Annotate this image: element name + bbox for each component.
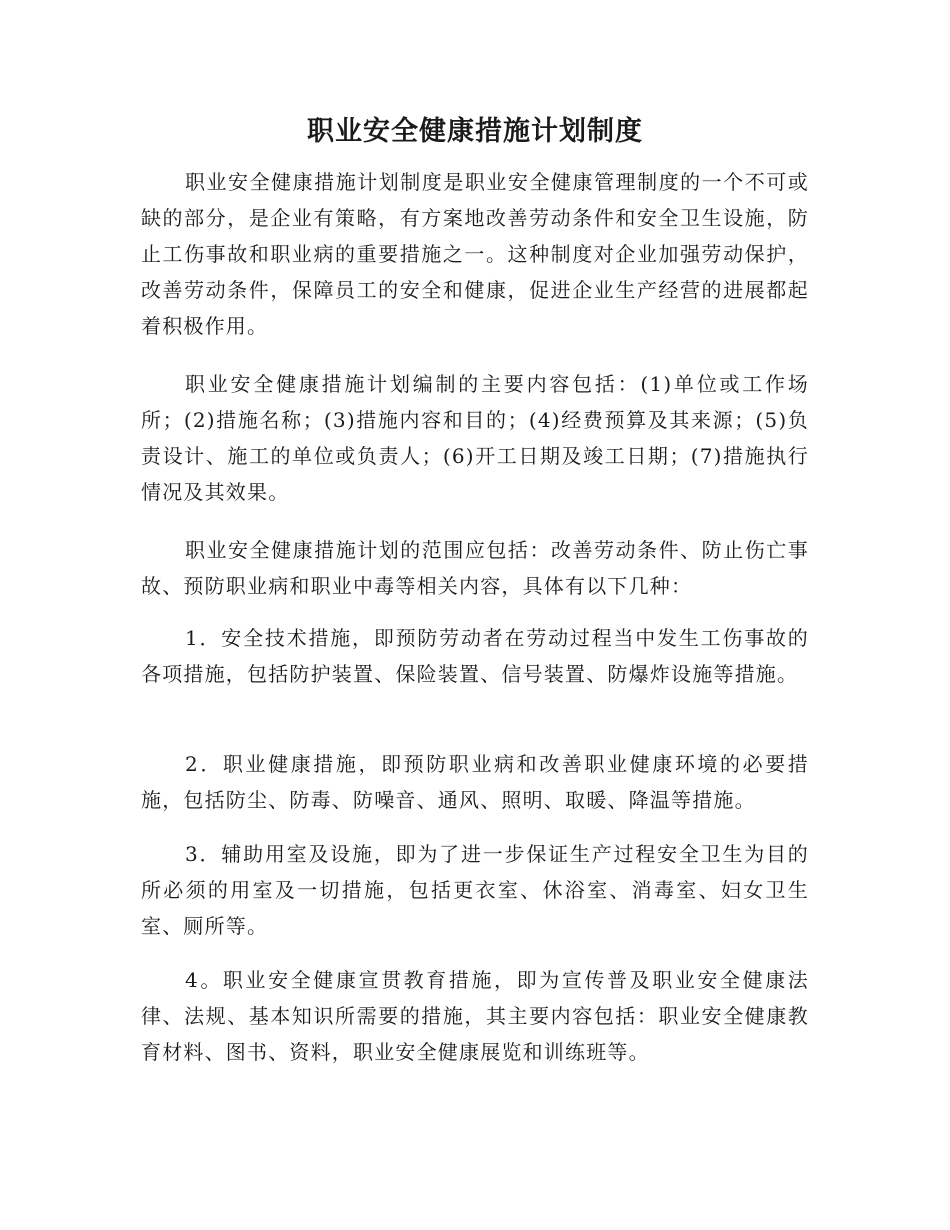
list-item-occupational-health-measures: 2．职业健康措施，即预防职业病和改善职业健康环境的必要措施，包括防尘、防毒、防噪音、通风、照明、取暖、降温等措施。 <box>141 752 809 812</box>
paragraph-intro: 职业安全健康措施计划制度是职业安全健康管理制度的一个不可或缺的部分，是企业有策略，有方案地改善劳动条件和安全卫生设施，防止工伤事故和职业病的重要措施之一。这种制度对企业加强劳动保护，改善劳动条件，保障员工的安全和健康，促进企业生产经营的进展都起着积极作用。 <box>141 170 809 338</box>
list-item-safety-technical-measures: 1．安全技术措施，即预防劳动者在劳动过程当中发生工伤事故的各项措施，包括防护装置、保险装置、信号装置、防爆炸设施等措施。 <box>141 626 809 686</box>
paragraph-plan-contents: 职业安全健康措施计划编制的主要内容包括：(1)单位或工作场所；(2)措施名称；(3)措施内容和目的；(4)经费预算及其来源；(5)负责设计、施工的单位或负责人；(6)开工日期及竣工日期；(7)措施执行情况及其效果。 <box>141 372 809 504</box>
list-item-education-measures: 4。职业安全健康宣贯教育措施，即为宣传普及职业安全健康法律、法规、基本知识所需要的措施，其主要内容包括：职业安全健康教育材料、图书、资料，职业安全健康展览和训练班等。 <box>141 968 809 1064</box>
document-title: 职业安全健康措施计划制度 <box>307 116 643 147</box>
list-item-auxiliary-rooms-facilities: 3．辅助用室及设施，即为了进一步保证生产过程安全卫生为目的所必须的用室及一切措施，包括更衣室、休浴室、消毒室、妇女卫生室、厕所等。 <box>141 842 809 938</box>
paragraph-plan-scope: 职业安全健康措施计划的范围应包括：改善劳动条件、防止伤亡事故、预防职业病和职业中毒等相关内容，具体有以下几种： <box>141 538 809 598</box>
